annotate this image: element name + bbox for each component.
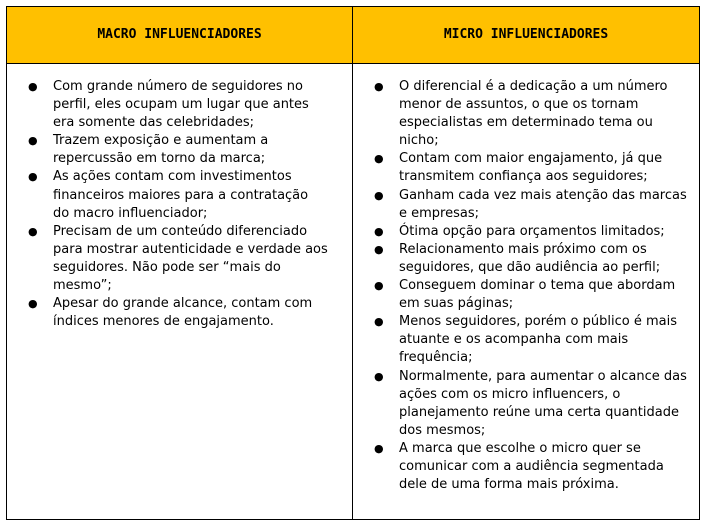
macro-item-text: As ações contam com investimentos financeiros maiores para a contratação do macro influenciador;	[53, 169, 309, 221]
micro-item	[374, 223, 689, 241]
micro-item	[374, 368, 689, 440]
bullet-icon: ●	[28, 224, 38, 238]
micro-item-text: O diferencial é a dedicação a um número menor de assuntos, o que os tornam especialistas em determinado tema ou nicho;	[399, 79, 668, 149]
macro-item	[28, 168, 328, 222]
macro-item	[28, 223, 328, 295]
micro-item-text: Menos seguidores, porém o público é mais atuante e os acompanha com mais frequência;	[399, 314, 677, 366]
micro-item-text: Contam com maior engajamento, já que transmitem confiança aos seguidores;	[399, 151, 663, 185]
micro-item-text: A marca que escolhe o micro quer se comunicar com a audiência segmentada dele de uma forma mais próxima.	[399, 440, 664, 493]
bullet-icon: ●	[374, 279, 384, 293]
macro-item	[28, 295, 328, 331]
macro-item-text: Trazem exposição e aumentam a repercussão em torno da marca;	[53, 133, 269, 167]
micro-item-text: Conseguem dominar o tema que abordam em suas páginas;	[399, 278, 676, 312]
bullet-icon: ●	[374, 242, 384, 256]
micro-item	[374, 150, 689, 186]
micro-item	[374, 241, 689, 277]
micro-item	[374, 187, 689, 223]
bullet-icon: ●	[374, 441, 384, 455]
micro-item	[374, 313, 689, 367]
bullet-icon: ●	[374, 188, 384, 202]
macro-item-text: Precisam de um conteúdo diferenciado para mostrar autenticidade e verdade aos seguidores. Não pode ser “mais do mesmo”;	[53, 223, 328, 294]
bullet-icon: ●	[374, 224, 384, 238]
bullet-icon: ●	[374, 315, 384, 329]
micro-column	[374, 78, 689, 494]
macro-item	[28, 78, 328, 132]
header-macro-influenciadores: MACRO INFLUENCIADORES	[97, 27, 262, 42]
macro-item	[28, 132, 328, 168]
bullet-icon: ●	[374, 152, 384, 166]
macro-item-text: Apesar do grande alcance, contam com índices menores de engajamento.	[53, 296, 313, 330]
macro-list	[28, 78, 328, 331]
table-header-row	[7, 7, 699, 64]
micro-item-text: Relacionamento mais próximo com os seguidores, que dão audiência ao perfil;	[399, 241, 661, 275]
bullet-icon: ●	[28, 170, 38, 184]
micro-item-text: Ganham cada vez mais atenção das marcas e empresas;	[399, 187, 687, 221]
micro-item-text: Normalmente, para aumentar o alcance das ações com os micro influencers, o planejamento reúne uma certa quantidade dos mesmos;	[399, 368, 687, 438]
bullet-icon: ●	[374, 80, 384, 93]
column-divider	[352, 7, 353, 519]
header-micro-influenciadores: MICRO INFLUENCIADORES	[443, 27, 609, 42]
bullet-icon: ●	[28, 134, 38, 148]
bullet-icon: ●	[374, 369, 384, 383]
bullet-icon: ●	[28, 297, 38, 311]
micro-item	[374, 78, 689, 150]
micro-item-text: Ótima opção para orçamentos limitados;	[399, 223, 665, 239]
micro-item	[374, 277, 689, 313]
macro-item-text: Com grande número de seguidores no perfil, eles ocupam um lugar que antes era somente das celebridades;	[53, 79, 309, 131]
bullet-icon: ●	[28, 80, 38, 93]
macro-column	[28, 78, 328, 331]
micro-list	[374, 78, 689, 494]
micro-item	[374, 440, 689, 494]
